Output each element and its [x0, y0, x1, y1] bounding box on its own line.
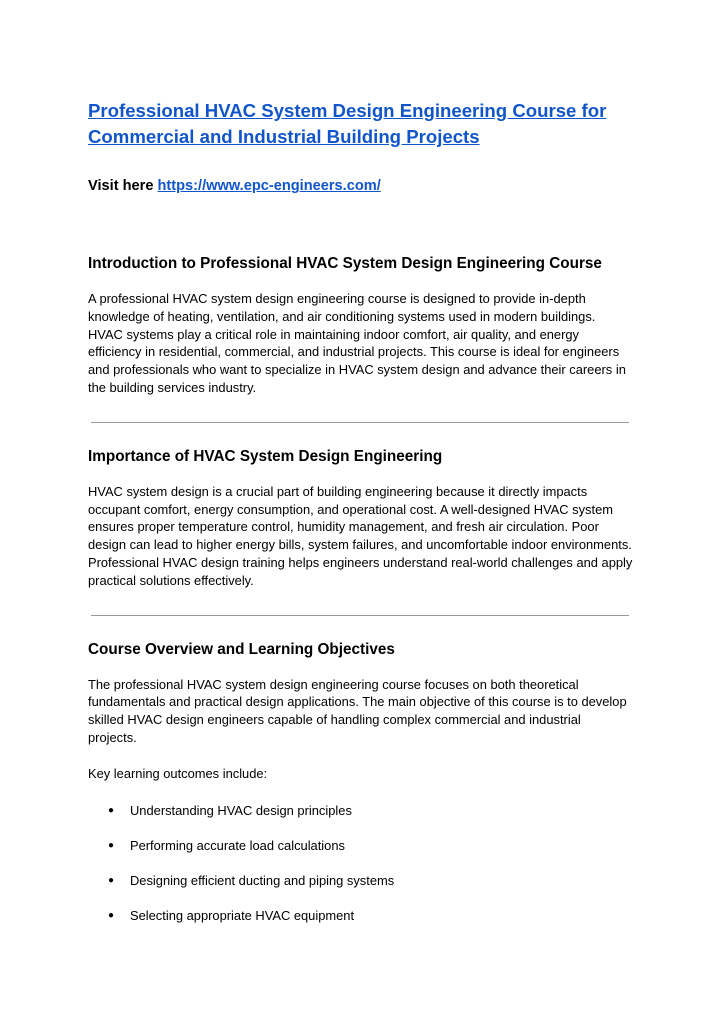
bullet-icon: ● — [108, 910, 115, 922]
bullet-icon: ● — [108, 839, 115, 851]
section-heading-introduction: Introduction to Professional HVAC System Design Engineering Course — [88, 255, 602, 272]
learning-outcomes-list — [88, 802, 633, 926]
document-title-link[interactable]: Professional HVAC System Design Engineering Course for Commercial and Industrial Building Projects — [88, 100, 607, 147]
list-item-text: Designing efficient ducting and piping systems — [130, 873, 395, 889]
section-paragraph-introduction: A professional HVAC system design engineering course is designed to provide in-depth knowledge of heating, ventilation, and air conditioning systems used in modern buildings. HVAC systems play a critical role in maintaining indoor comfort, air quality, and energy efficiency in residential, commercial, and industrial projects. This course is ideal for engineers and professionals who want to specialize in HVAC system design and advance their careers in the building services industry. — [88, 291, 626, 395]
list-item — [88, 802, 633, 820]
bullet-icon: ● — [108, 875, 115, 887]
document-page — [88, 98, 633, 943]
horizontal-divider — [91, 615, 629, 616]
bullet-icon: ● — [108, 804, 115, 816]
list-item — [88, 837, 633, 855]
horizontal-divider — [91, 422, 629, 423]
outcomes-intro: Key learning outcomes include: — [88, 765, 268, 781]
list-item — [88, 872, 633, 890]
section-heading-importance: Importance of HVAC System Design Engineering — [88, 447, 443, 465]
list-item-text: Selecting appropriate HVAC equipment — [130, 908, 355, 924]
list-item — [88, 907, 633, 925]
section-heading-overview: Course Overview and Learning Objectives — [88, 640, 395, 658]
list-item-text: Understanding HVAC design principles — [130, 802, 352, 818]
visit-line — [88, 176, 633, 196]
section-paragraph-importance: HVAC system design is a crucial part of building engineering because it directly impacts occupant comfort, energy consumption, and operational cost. A well-designed HVAC system ensures proper temperature control, humidity management, and fresh air circulation. Poor design can lead to higher energy bills, system failures, and uncomfortable indoor environments. Professional HVAC design training helps engineers understand real-world challenges and apply practical solutions effectively. — [88, 483, 633, 588]
list-item-text: Performing accurate load calculations — [130, 837, 345, 853]
visit-label: Visit here — [88, 178, 154, 194]
website-link[interactable]: https://www.epc-engineers.com/ — [157, 178, 381, 194]
section-paragraph-overview: The professional HVAC system design engineering course focuses on both theoretical fundamentals and practical design applications. The main objective of this course is to develop skilled HVAC design engineers capable of handling complex commercial and industrial projects. — [88, 676, 627, 745]
